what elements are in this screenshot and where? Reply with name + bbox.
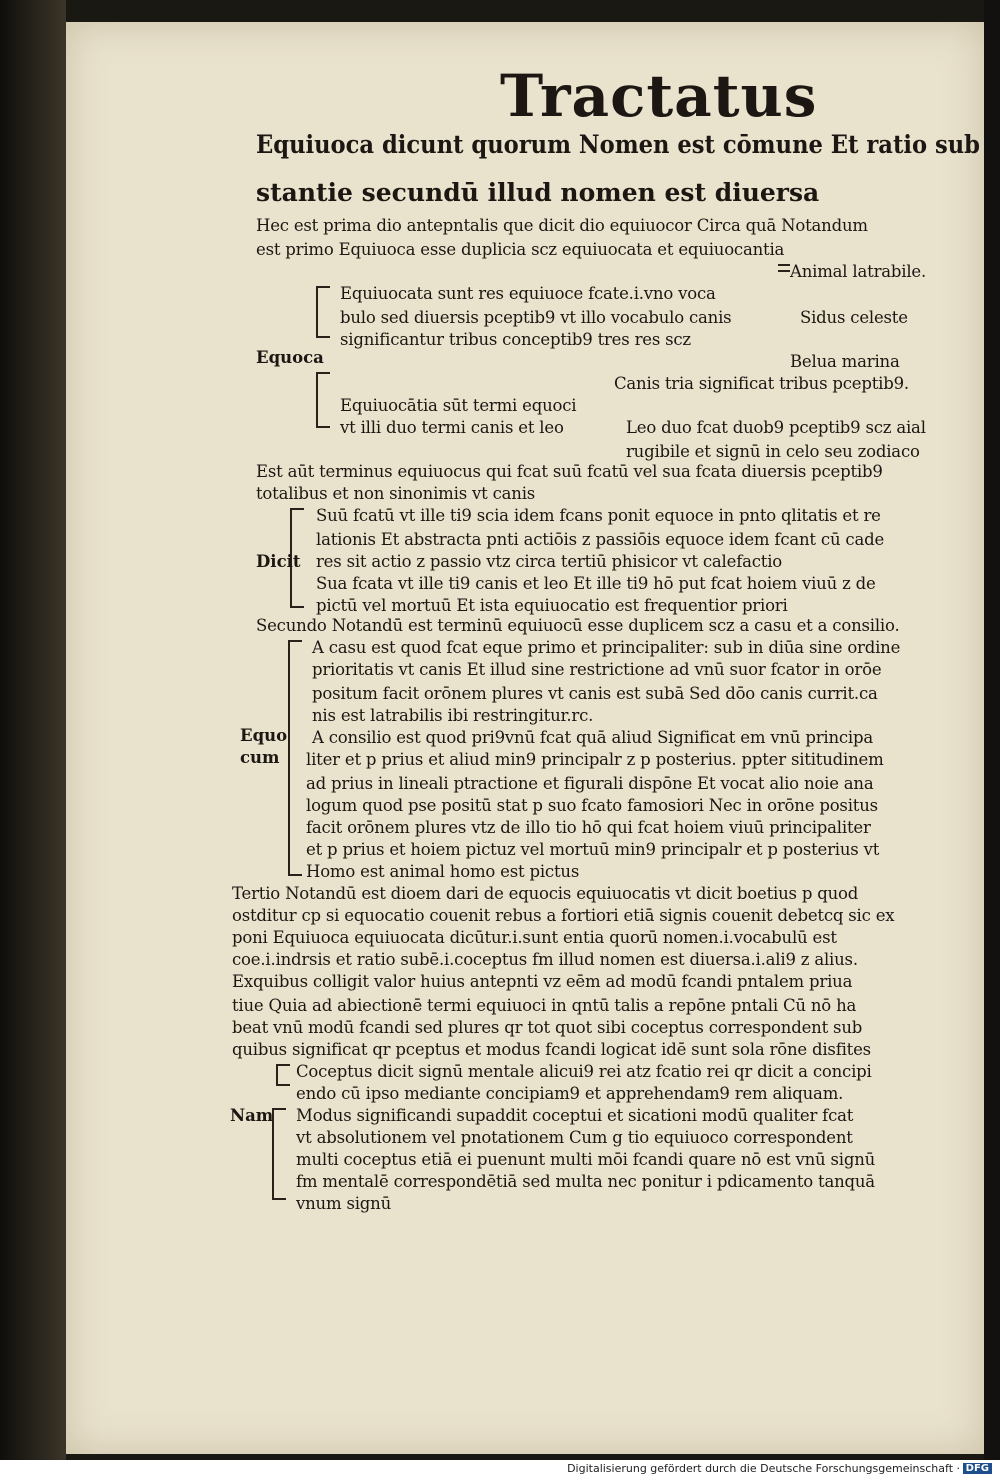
text-line: pictū vel mortuū Et ista equiuocatio est frequentior priori	[316, 596, 788, 615]
intro-line: est primo Equiuoca esse duplicia scz equiuocata et equiuocantia	[256, 240, 785, 259]
text-line: ad prius in lineali ptractione et figurali dispōne Et vocat alio noie ana	[306, 774, 874, 793]
book-gutter	[0, 0, 66, 1460]
text-line: nis est latrabilis ibi restringitur.rc.	[312, 706, 594, 725]
annotation: Belua marina	[790, 352, 900, 371]
brace	[316, 286, 318, 338]
annotation: Animal latrabile.	[790, 262, 927, 281]
text-line: facit orōnem plures vtz de illo tio hō qui fcat hoiem viuū principaliter	[306, 818, 871, 837]
text-line: coe.i.indrsis et ratio subē.i.coceptus fm illud nomen est diuersa.i.ali9 z alius.	[232, 950, 858, 969]
text-line: significantur tribus conceptib9 tres res scz	[340, 330, 691, 349]
text-line: Leo duo fcat duob9 pceptib9 scz aial	[626, 418, 926, 437]
text-line: rugibile et signū in celo seu zodiaco	[626, 442, 920, 461]
text-line: vt illi duo termi canis et leo	[340, 418, 564, 437]
text-line: Exquibus colligit valor huius antepnti vz eēm ad modū fcandi pntalem priua	[232, 972, 853, 991]
text-line: fm mentalē correspondētiā sed multa nec ponitur i pdicamento tanquā	[296, 1172, 875, 1191]
brace	[316, 372, 318, 428]
margin-label: Equoca	[256, 348, 324, 367]
annotation: Sidus celeste	[800, 308, 908, 327]
text-line: A consilio est quod pri9vnū fcat quā aliud Significat em vnū principa	[312, 728, 874, 747]
margin-label: cum	[240, 748, 280, 767]
text-line: logum quod pse positū stat p suo fcato famosiori Nec in orōne positus	[306, 796, 878, 815]
text-line: multi coceptus etiā ei puenunt multi mōi fcandi quare nō est vnū signū	[296, 1150, 876, 1169]
text-line: tiue Quia ad abiectionē termi equiuoci in qntū talis a repōne pntali Cū nō ha	[232, 996, 857, 1015]
text-line: ostditur cp si equocatio couenit rebus a fortiori etiā signis couenit debetcq sic ex	[232, 906, 895, 925]
text-line: A casu est quod fcat eque primo et principaliter: sub in diūa sine ordine	[312, 638, 901, 657]
heading-line-1: Equiuoca dicunt quorum Nomen est cōmune Et ratio sub	[256, 130, 980, 159]
brace	[272, 1108, 274, 1200]
text-line: Equiuocātia sūt termi equoci	[340, 396, 577, 415]
text-line: beat vnū modū fcandi sed plures qr tot quot sibi coceptus correspondent sub	[232, 1018, 863, 1037]
text-line: Coceptus dicit signū mentale alicui9 rei atz fcatio rei qr dicit a concipi	[296, 1062, 872, 1081]
text-line: vt absolutionem vel pnotationem Cum g tio equiuoco correspondent	[296, 1128, 853, 1147]
text-line: Suū fcatū vt ille ti9 scia idem fcans ponit equoce in pnto qlitatis et re	[316, 506, 881, 525]
text-line: Homo est animal homo est pictus	[306, 862, 580, 881]
brace	[276, 1064, 278, 1086]
intro-line: Hec est prima dio antepntalis que dicit dio equiuocor Circa quā Notandum	[256, 216, 868, 235]
text-line: Tertio Notandū est dioem dari de equocis equiuocatis vt dicit boetius p quod	[232, 884, 859, 903]
brace	[288, 640, 290, 876]
page-edge	[984, 0, 1000, 1460]
text-line: Canis tria significat tribus pceptib9.	[614, 374, 909, 393]
footer-credit: Digitalisierung gefördert durch die Deutsche Forschungsgemeinschaft ·	[567, 1462, 960, 1475]
margin-label: Nam	[230, 1106, 274, 1125]
text-line: liter et p prius et aliud min9 principalr z p posterius. ppter sititudinem	[306, 750, 884, 769]
text-line: lationis Et abstracta pnti actiōis z passiōis equoce idem fcant cū cade	[316, 530, 885, 549]
margin-label: Dicit	[256, 552, 301, 571]
dfg-logo: DFG	[963, 1463, 992, 1474]
text-line: Sua fcata vt ille ti9 canis et leo Et ille ti9 hō put fcat hoiem viuū z de	[316, 574, 876, 593]
text-line: prioritatis vt canis Et illud sine restrictione ad vnū suor fcator in orōe	[312, 660, 882, 679]
text-line: res sit actio z passio vtz circa tertiū phisicor vt calefactio	[316, 552, 783, 571]
text-line: Secundo Notandū est terminū equiuocū esse duplicem scz a casu et a consilio.	[256, 616, 900, 635]
text-line: bulo sed diuersis pceptib9 vt illo vocabulo canis	[340, 308, 732, 327]
text-line: vnum signū	[296, 1194, 392, 1213]
text-line: endo cū ipso mediante concipiam9 et apprehendam9 rem aliquam.	[296, 1084, 844, 1103]
heading-line-2: stantie secundū illud nomen est diuersa	[256, 178, 820, 207]
text-line: quibus significat qr pceptus et modus fcandi logicat idē sunt sola rōne disfites	[232, 1040, 871, 1059]
footer-bar	[0, 1460, 1000, 1480]
text-line: totalibus et non sinonimis vt canis	[256, 484, 536, 503]
margin-label: Equo	[240, 726, 288, 745]
text-line: Modus significandi supaddit coceptui et sicationi modū qualiter fcat	[296, 1106, 854, 1125]
text-line: Est aūt terminus equiuocus qui fcat suū fcatū vel sua fcata diuersis pceptib9	[256, 462, 883, 481]
page-title: Tractatus	[500, 62, 818, 130]
text-line: positum facit orōnem plures vt canis est subā Sed dōo canis currit.ca	[312, 684, 878, 703]
text-line: et p prius et hoiem pictuz vel mortuū min9 principalr et p posterius vt	[306, 840, 880, 859]
text-line: poni Equiuoca equiuocata dicūtur.i.sunt entia quorū nomen.i.vocabulū est	[232, 928, 837, 947]
text-line: Equiuocata sunt res equiuoce fcate.i.vno voca	[340, 284, 716, 303]
